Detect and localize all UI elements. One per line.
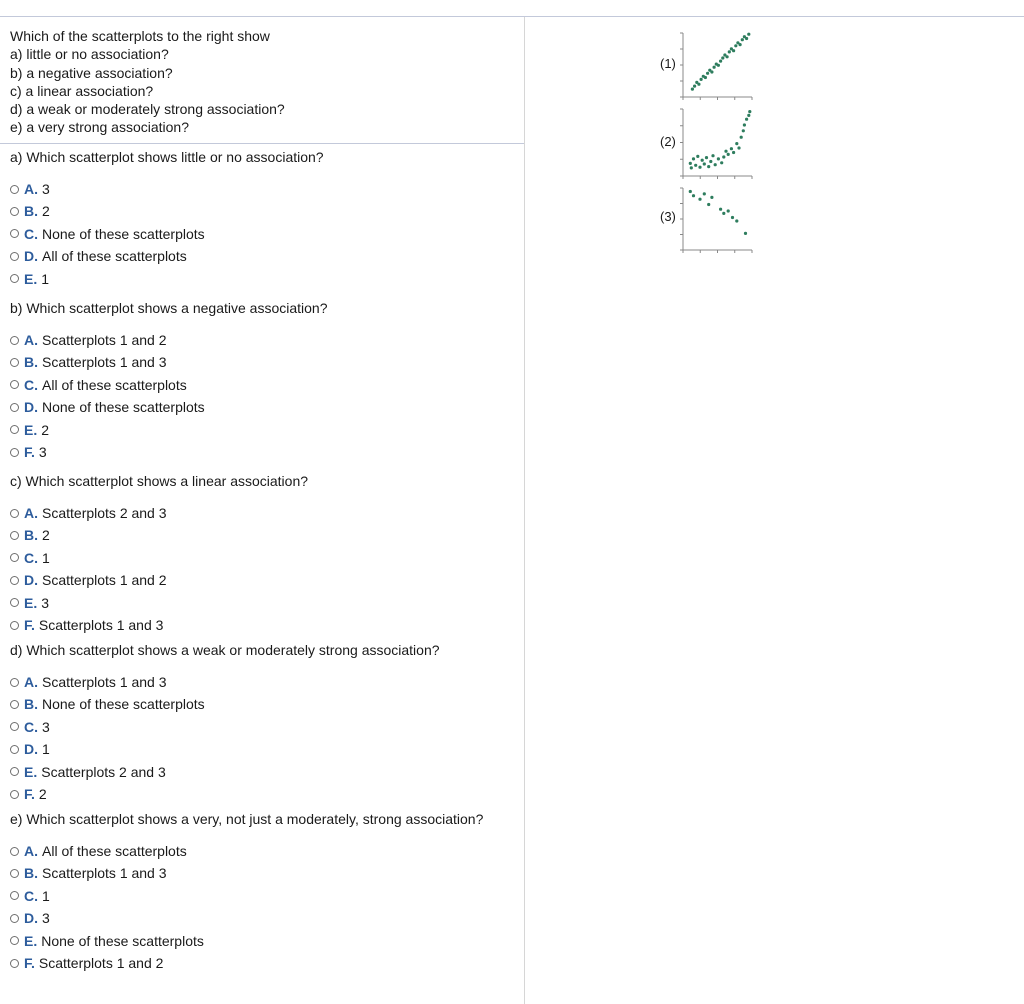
option-label: Scatterplots 1 and 3: [42, 354, 167, 371]
intro-line: a) little or no association?: [10, 46, 169, 63]
data-point: [743, 123, 746, 126]
option-label: 3: [42, 181, 50, 197]
option-d-a[interactable]: [10, 674, 167, 690]
option-letter: C.: [24, 718, 38, 735]
data-point: [730, 147, 733, 150]
radio-button[interactable]: [10, 531, 19, 540]
data-point: [721, 56, 724, 59]
data-point: [740, 136, 743, 139]
data-point: [698, 198, 701, 201]
data-point: [714, 163, 717, 166]
radio-button[interactable]: [10, 403, 19, 412]
option-letter: E.: [24, 932, 38, 949]
data-point: [707, 203, 710, 206]
column-divider: [524, 17, 525, 1004]
scatterplot-1: [660, 33, 752, 100]
scatterplot-panel: [650, 25, 770, 265]
radio-button[interactable]: [10, 914, 19, 923]
radio-button[interactable]: [10, 185, 19, 194]
data-point: [741, 38, 744, 41]
data-point: [717, 157, 720, 160]
intro-line: Which of the scatterplots to the right show: [10, 28, 270, 44]
scatterplot-2: [660, 109, 752, 179]
radio-button[interactable]: [10, 336, 19, 345]
option-label: 3: [42, 910, 50, 927]
data-point: [742, 129, 745, 132]
option-label: 3: [41, 594, 50, 611]
data-point: [748, 110, 751, 113]
radio-button[interactable]: [10, 959, 19, 968]
data-point: [739, 43, 742, 46]
option-label: 2: [38, 786, 47, 802]
radio-button[interactable]: [10, 425, 19, 434]
data-point: [732, 151, 735, 154]
radio-button[interactable]: [10, 745, 19, 754]
option-label: None of these scatterplots: [42, 225, 205, 242]
option-c-c[interactable]: [10, 550, 50, 566]
option-label: 1: [42, 741, 50, 758]
radio-button[interactable]: [10, 936, 19, 945]
scatterplot-3: [660, 188, 752, 253]
option-letter: E.: [24, 421, 38, 438]
data-point: [726, 55, 729, 58]
radio-button[interactable]: [10, 869, 19, 878]
radio-button[interactable]: [10, 767, 19, 776]
data-point: [727, 209, 730, 212]
data-point: [728, 50, 731, 53]
data-point: [707, 165, 710, 168]
question-a-text: a) Which scatterplot shows little or no association?: [10, 149, 324, 165]
data-point: [690, 166, 693, 169]
option-b-c[interactable]: [10, 377, 187, 393]
data-point: [735, 219, 738, 222]
data-point: [706, 72, 709, 75]
radio-button[interactable]: [10, 380, 19, 389]
option-e-d[interactable]: [10, 910, 50, 926]
radio-button[interactable]: [10, 678, 19, 687]
option-label: Scatterplots 2 and 3: [41, 763, 166, 780]
radio-button[interactable]: [10, 576, 19, 585]
question-b-text: b) Which scatterplot shows a negative association?: [10, 300, 328, 316]
option-letter: D.: [24, 572, 38, 589]
intro-line: e) a very strong association?: [10, 119, 189, 136]
option-b-e[interactable]: [10, 422, 49, 438]
option-a-a[interactable]: [10, 181, 50, 197]
option-d-b[interactable]: [10, 696, 205, 712]
option-a-e[interactable]: [10, 271, 49, 287]
scatterplot-label: (3): [660, 209, 676, 224]
scatterplot-label: (2): [660, 134, 676, 149]
radio-button[interactable]: [10, 598, 19, 607]
option-label: All of these scatterplots: [42, 376, 187, 393]
data-point: [737, 146, 740, 149]
data-point: [717, 64, 720, 67]
data-point: [691, 88, 694, 91]
data-point: [703, 162, 706, 165]
option-d-e[interactable]: [10, 764, 166, 780]
intro-rule: [0, 143, 524, 144]
data-point: [720, 161, 723, 164]
data-point: [731, 216, 734, 219]
option-letter: A.: [24, 505, 38, 521]
option-e-f[interactable]: [10, 955, 163, 971]
radio-button[interactable]: [10, 229, 19, 238]
option-label: Scatterplots 2 and 3: [42, 505, 167, 521]
radio-button[interactable]: [10, 621, 19, 630]
data-point: [745, 37, 748, 40]
option-letter: B.: [24, 203, 38, 220]
option-letter: C.: [24, 887, 38, 904]
radio-button[interactable]: [10, 891, 19, 900]
option-letter: F.: [24, 955, 35, 971]
option-letter: E.: [24, 270, 38, 287]
option-label: 1: [41, 270, 50, 287]
data-point: [709, 160, 712, 163]
option-label: All of these scatterplots: [42, 248, 187, 265]
option-label: Scatterplots 1 and 3: [38, 617, 164, 633]
question-d-text: d) Which scatterplot shows a weak or moderately strong association?: [10, 642, 440, 658]
option-label: 3: [38, 444, 47, 460]
option-letter: A.: [24, 843, 38, 859]
data-point: [692, 157, 695, 160]
radio-button[interactable]: [10, 207, 19, 216]
radio-button[interactable]: [10, 358, 19, 367]
data-point: [732, 49, 735, 52]
scatterplots-figure: [650, 25, 770, 265]
data-point: [696, 155, 699, 158]
option-letter: D.: [24, 741, 38, 758]
option-label: Scatterplots 1 and 3: [42, 674, 167, 690]
option-c-b[interactable]: [10, 527, 50, 543]
data-point: [722, 212, 725, 215]
radio-button[interactable]: [10, 448, 19, 457]
option-c-a[interactable]: [10, 505, 167, 521]
option-letter: E.: [24, 594, 38, 611]
data-point: [719, 60, 722, 63]
option-letter: D.: [24, 910, 38, 927]
option-letter: A.: [24, 674, 38, 690]
option-b-a[interactable]: [10, 332, 167, 348]
option-letter: F.: [24, 617, 35, 633]
data-point: [701, 159, 704, 162]
option-label: 2: [42, 203, 50, 220]
question-e-text: e) Which scatterplot shows a very, not just a moderately, strong association?: [10, 811, 484, 827]
data-point: [744, 232, 747, 235]
option-e-c[interactable]: [10, 888, 50, 904]
option-label: Scatterplots 1 and 2: [42, 332, 167, 348]
intro-line: d) a weak or moderately strong association?: [10, 101, 285, 118]
data-point: [694, 164, 697, 167]
data-point: [711, 154, 714, 157]
data-point: [698, 166, 701, 169]
option-letter: B.: [24, 527, 38, 544]
radio-button[interactable]: [10, 509, 19, 518]
option-label: 1: [42, 549, 50, 566]
option-c-e[interactable]: [10, 595, 49, 611]
data-point: [697, 83, 700, 86]
option-b-d[interactable]: [10, 399, 205, 415]
option-c-d[interactable]: [10, 572, 167, 588]
option-label: 3: [42, 718, 50, 735]
option-letter: B.: [24, 865, 38, 882]
option-label: 1: [42, 887, 50, 904]
option-b-b[interactable]: [10, 354, 167, 370]
option-b-f[interactable]: [10, 444, 47, 460]
option-letter: C.: [24, 225, 38, 242]
top-rule: [0, 16, 1024, 17]
option-letter: F.: [24, 444, 35, 460]
option-label: Scatterplots 1 and 3: [42, 865, 167, 882]
option-a-b[interactable]: [10, 203, 50, 219]
data-point: [719, 208, 722, 211]
option-letter: B.: [24, 696, 38, 713]
option-letter: A.: [24, 181, 38, 197]
data-point: [747, 114, 750, 117]
option-label: All of these scatterplots: [42, 843, 187, 859]
option-label: None of these scatterplots: [41, 932, 204, 949]
option-letter: F.: [24, 786, 35, 802]
option-d-f[interactable]: [10, 786, 47, 802]
radio-button[interactable]: [10, 722, 19, 731]
data-point: [724, 150, 727, 153]
option-letter: C.: [24, 376, 38, 393]
data-point: [700, 78, 703, 81]
data-point: [713, 66, 716, 69]
data-point: [734, 44, 737, 47]
data-point: [689, 162, 692, 165]
radio-button[interactable]: [10, 252, 19, 261]
intro-line: c) a linear association?: [10, 82, 154, 99]
scatterplot-label: (1): [660, 56, 676, 71]
data-point: [735, 142, 738, 145]
option-letter: D.: [24, 248, 38, 265]
data-point: [689, 190, 692, 193]
intro-line: b) a negative association?: [10, 64, 173, 81]
option-label: 2: [41, 421, 50, 438]
option-letter: E.: [24, 763, 38, 780]
data-point: [705, 156, 708, 159]
data-point: [692, 194, 695, 197]
radio-button[interactable]: [10, 553, 19, 562]
question-c-text: c) Which scatterplot shows a linear association?: [10, 473, 309, 489]
option-label: None of these scatterplots: [42, 696, 205, 713]
radio-button[interactable]: [10, 847, 19, 856]
data-point: [710, 196, 713, 199]
data-point: [722, 155, 725, 158]
option-label: Scatterplots 1 and 2: [38, 955, 164, 971]
option-letter: C.: [24, 549, 38, 566]
data-point: [727, 153, 730, 156]
radio-button[interactable]: [10, 790, 19, 799]
option-d-c[interactable]: [10, 719, 50, 735]
option-letter: B.: [24, 354, 38, 371]
intro-text: [10, 27, 515, 137]
option-e-a[interactable]: [10, 843, 187, 859]
data-point: [693, 85, 696, 88]
option-d-d[interactable]: [10, 741, 50, 757]
radio-button[interactable]: [10, 700, 19, 709]
option-e-e[interactable]: [10, 933, 204, 949]
option-e-b[interactable]: [10, 865, 167, 881]
data-point: [745, 118, 748, 121]
option-letter: A.: [24, 332, 38, 348]
option-label: None of these scatterplots: [42, 399, 205, 416]
data-point: [704, 76, 707, 79]
data-point: [747, 33, 750, 36]
option-c-f[interactable]: [10, 617, 163, 633]
option-letter: D.: [24, 399, 38, 416]
data-point: [710, 70, 713, 73]
option-label: 2: [42, 527, 50, 544]
radio-button[interactable]: [10, 274, 19, 283]
option-a-d[interactable]: [10, 248, 187, 264]
option-a-c[interactable]: [10, 226, 205, 242]
data-point: [703, 192, 706, 195]
option-label: Scatterplots 1 and 2: [42, 572, 167, 589]
